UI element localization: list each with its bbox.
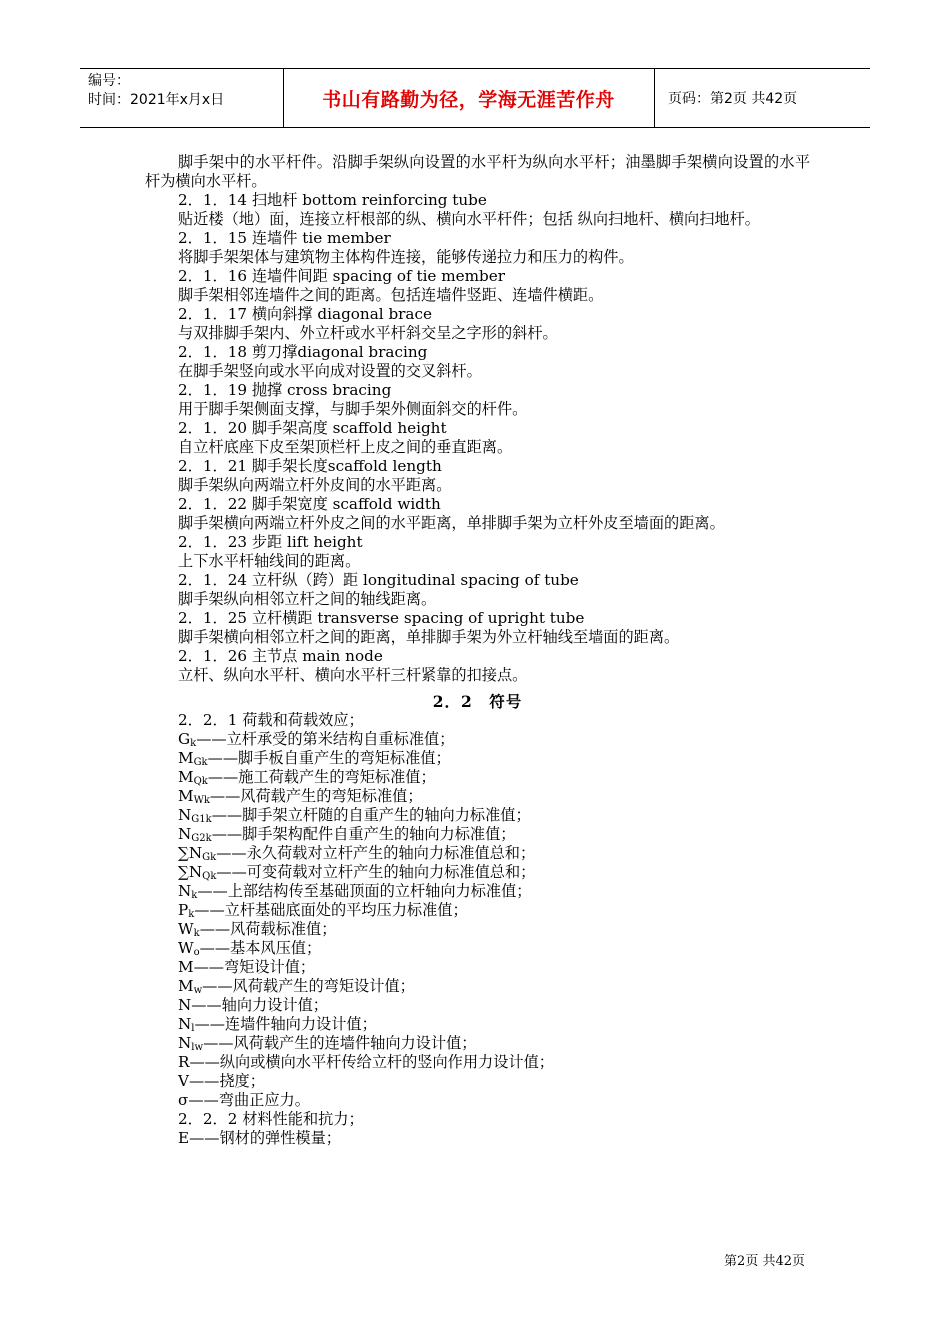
symbol-letter: W — [178, 939, 194, 957]
symbol-subscript: k — [191, 890, 198, 901]
symbol-line — [145, 711, 810, 730]
body-paragraph: 用于脚手架侧面支撑，与脚手架外侧面斜交的杆件。 — [178, 400, 528, 418]
body-paragraph: 脚手架相邻连墙件之间的距离。包括连墙件竖距、连墙件横距。 — [178, 286, 604, 304]
symbol-description: ——纵向或横向水平杆传给立杆的竖向作用力设计值； — [189, 1053, 554, 1071]
symbol-line — [145, 1072, 810, 1091]
symbol-line — [145, 958, 810, 977]
symbol-letter: σ — [178, 1091, 189, 1109]
symbol-letter: G — [178, 730, 191, 748]
symbol-subscript: Qk — [202, 871, 217, 882]
symbol-subscript: k — [188, 909, 195, 920]
body-paragraph: 与双排脚手架内、外立杆或水平杆斜交呈之字形的斜杆。 — [178, 324, 558, 342]
page-footer: 第2页 共42页 — [724, 1254, 805, 1269]
symbol-description: 2．2．1 荷载和荷载效应； — [178, 711, 364, 729]
symbol-letter: N — [178, 996, 192, 1014]
symbol-letter: N — [178, 825, 192, 843]
symbol-line — [145, 749, 810, 768]
header-divider-right — [654, 68, 655, 128]
symbol-line — [145, 977, 810, 996]
symbol-letter: N — [178, 882, 192, 900]
body-paragraph: 2．1．18 剪刀撑diagonal bracing — [178, 343, 428, 361]
symbol-description: ——脚手架构配件自重产生的轴向力标准值； — [211, 825, 516, 843]
body-paragraph: 2．1．26 主节点 main node — [178, 647, 383, 665]
doc-number-label: 编号： — [88, 73, 130, 89]
symbol-subscript: w — [193, 985, 203, 996]
symbol-letter: M — [178, 787, 194, 805]
body-paragraph: 脚手架纵向两端立杆外皮间的水平距离。 — [178, 476, 452, 494]
symbol-letter: M — [178, 749, 194, 767]
body-paragraph: 2．1．25 立杆横距 transverse spacing of upright tube — [178, 609, 585, 627]
header-motto: 书山有路勤为径，学海无涯苦作舟 — [322, 88, 615, 111]
symbol-letter: N — [178, 806, 192, 824]
symbol-description: ——挠度； — [188, 1072, 265, 1090]
symbol-letter: W — [178, 920, 194, 938]
symbol-description: ——基本风压值； — [199, 939, 322, 957]
symbol-line — [145, 730, 810, 749]
body-paragraph: 2．1．21 脚手架长度scaffold length — [178, 457, 442, 475]
body-paragraph: 2．1．19 抛撑 cross bracing — [178, 381, 392, 399]
symbol-letter: V — [178, 1072, 189, 1090]
symbol-subscript: Qk — [193, 776, 208, 787]
body-paragraph: 2．1．14 扫地杆 bottom reinforcing tube — [178, 191, 487, 209]
header-meta — [88, 72, 224, 110]
symbol-letter: R — [178, 1053, 190, 1071]
symbol-line — [145, 1110, 810, 1129]
symbol-letter: M — [178, 768, 194, 786]
symbol-description: ——施工荷载产生的弯矩标准值； — [207, 768, 436, 786]
symbol-letter: N — [188, 863, 203, 881]
symbol-letter: M — [178, 977, 194, 995]
body-paragraph: 贴近楼（地）面，连接立杆根部的纵、横向水平杆件；包括 纵向扫地杆、横向扫地杆。 — [178, 210, 760, 228]
symbol-letter: N — [178, 1015, 192, 1033]
symbol-line — [145, 1053, 810, 1072]
doc-time-label: 时间：2021年x月x日 — [88, 92, 225, 108]
symbol-description: ——可变荷载对立杆产生的轴向力标准值总和； — [216, 863, 536, 881]
symbol-subscript: k — [190, 738, 197, 749]
symbol-line — [145, 787, 810, 806]
body-paragraph: 脚手架中的水平杆件。沿脚手架纵向设置的水平杆为纵向水平杆；油墨脚手架横向设置的水平杆为横向水平杆。 — [145, 153, 810, 190]
body-paragraph: 2．1．20 脚手架高度 scaffold height — [178, 419, 447, 437]
symbol-line — [145, 920, 810, 939]
symbol-description: 2．2．2 材料性能和抗力； — [178, 1110, 364, 1128]
symbol-subscript: G2k — [191, 833, 212, 844]
symbol-description: ——风荷载标准值； — [199, 920, 337, 938]
symbol-line — [145, 844, 810, 863]
document-body — [145, 153, 810, 1148]
symbol-prefix: ∑ — [178, 844, 189, 862]
symbol-subscript: G1k — [191, 814, 212, 825]
body-paragraph: 2．1．17 横向斜撑 diagonal brace — [178, 305, 432, 323]
body-paragraph: 2．1．24 立杆纵（跨）距 longitudinal spacing of tube — [178, 571, 579, 589]
symbols-list — [145, 711, 810, 1148]
symbol-description: ——钢材的弹性模量； — [189, 1129, 341, 1147]
body-paragraph: 在脚手架竖向或水平向成对设置的交叉斜杆。 — [178, 362, 482, 380]
symbol-line — [145, 1034, 810, 1053]
body-paragraph: 脚手架横向两端立杆外皮之间的水平距离，单排脚手架为立杆外皮至墙面的距离。 — [178, 514, 725, 532]
symbol-description: ——永久荷载对立杆产生的轴向力标准值总和； — [216, 844, 536, 862]
symbol-description: ——脚手板自重产生的弯矩标准值； — [207, 749, 451, 767]
symbol-line — [145, 1129, 810, 1148]
symbol-description: ——立杆承受的第米结构自重标准值； — [196, 730, 455, 748]
body-paragraph: 2．1．22 脚手架宽度 scaffold width — [178, 495, 441, 513]
symbol-description: ——脚手架立杆随的自重产生的轴向力标准值； — [211, 806, 531, 824]
symbol-letter: N — [188, 844, 203, 862]
symbol-subscript: lw — [191, 1042, 204, 1053]
symbol-line — [145, 1015, 810, 1034]
symbol-description: ——弯矩设计值； — [193, 958, 316, 976]
symbol-subscript: k — [193, 928, 200, 939]
symbol-description: ——弯曲正应力。 — [188, 1091, 310, 1109]
header-page-info: 页码：第2页 共42页 — [668, 91, 798, 107]
symbol-description: ——轴向力设计值； — [191, 996, 328, 1014]
symbol-line — [145, 825, 810, 844]
page-header — [80, 68, 870, 128]
symbol-line — [145, 939, 810, 958]
symbol-description: ——风荷载产生的弯矩设计值； — [202, 977, 415, 995]
symbol-subscript: Wk — [193, 795, 210, 806]
symbol-description: ——立杆基础底面处的平均压力标准值； — [194, 901, 468, 919]
symbol-line — [145, 863, 810, 882]
body-paragraph: 脚手架横向相邻立杆之间的距离，单排脚手架为外立杆轴线至墙面的距离。 — [178, 628, 680, 646]
symbol-description: ——连墙件轴向力设计值； — [194, 1015, 377, 1033]
body-paragraph: 2．1．23 步距 lift height — [178, 533, 363, 551]
body-paragraph: 脚手架纵向相邻立杆之间的轴线距离。 — [178, 590, 437, 608]
symbol-description: ——上部结构传至基础顶面的立杆轴向力标准值； — [197, 882, 532, 900]
symbol-line — [145, 806, 810, 825]
symbol-line — [145, 1091, 810, 1110]
symbol-line — [145, 996, 810, 1015]
symbol-letter: E — [178, 1129, 190, 1147]
body-paragraph: 自立杆底座下皮至架顶栏杆上皮之间的垂直距离。 — [178, 438, 513, 456]
body-paragraph: 立杆、纵向水平杆、横向水平杆三杆紧靠的扣接点。 — [178, 666, 528, 684]
symbol-subscript: Gk — [202, 852, 217, 863]
body-paragraph: 2．1．16 连墙件间距 spacing of tie member — [178, 267, 506, 285]
symbol-line — [145, 768, 810, 787]
symbol-description: ——风荷载产生的连墙件轴向力设计值； — [203, 1034, 477, 1052]
symbol-letter: N — [178, 1034, 192, 1052]
symbol-subscript: l — [191, 1023, 195, 1034]
symbol-subscript: Gk — [193, 757, 208, 768]
body-paragraph: 2．1．15 连墙件 tie member — [178, 229, 391, 247]
symbol-letter: P — [178, 901, 189, 919]
symbol-prefix: ∑ — [178, 863, 189, 881]
section-heading: 2．2 符号 — [432, 692, 523, 711]
body-paragraph: 上下水平杆轴线间的距离。 — [178, 552, 361, 570]
symbol-letter: M — [178, 958, 194, 976]
symbol-line — [145, 882, 810, 901]
definitions-list — [145, 153, 810, 685]
symbol-description: ——风荷载产生的弯矩标准值； — [209, 787, 423, 805]
body-paragraph: 将脚手架架体与建筑物主体构件连接，能够传递拉力和压力的构件。 — [178, 248, 634, 266]
symbol-subscript: o — [193, 947, 200, 958]
symbol-line — [145, 901, 810, 920]
